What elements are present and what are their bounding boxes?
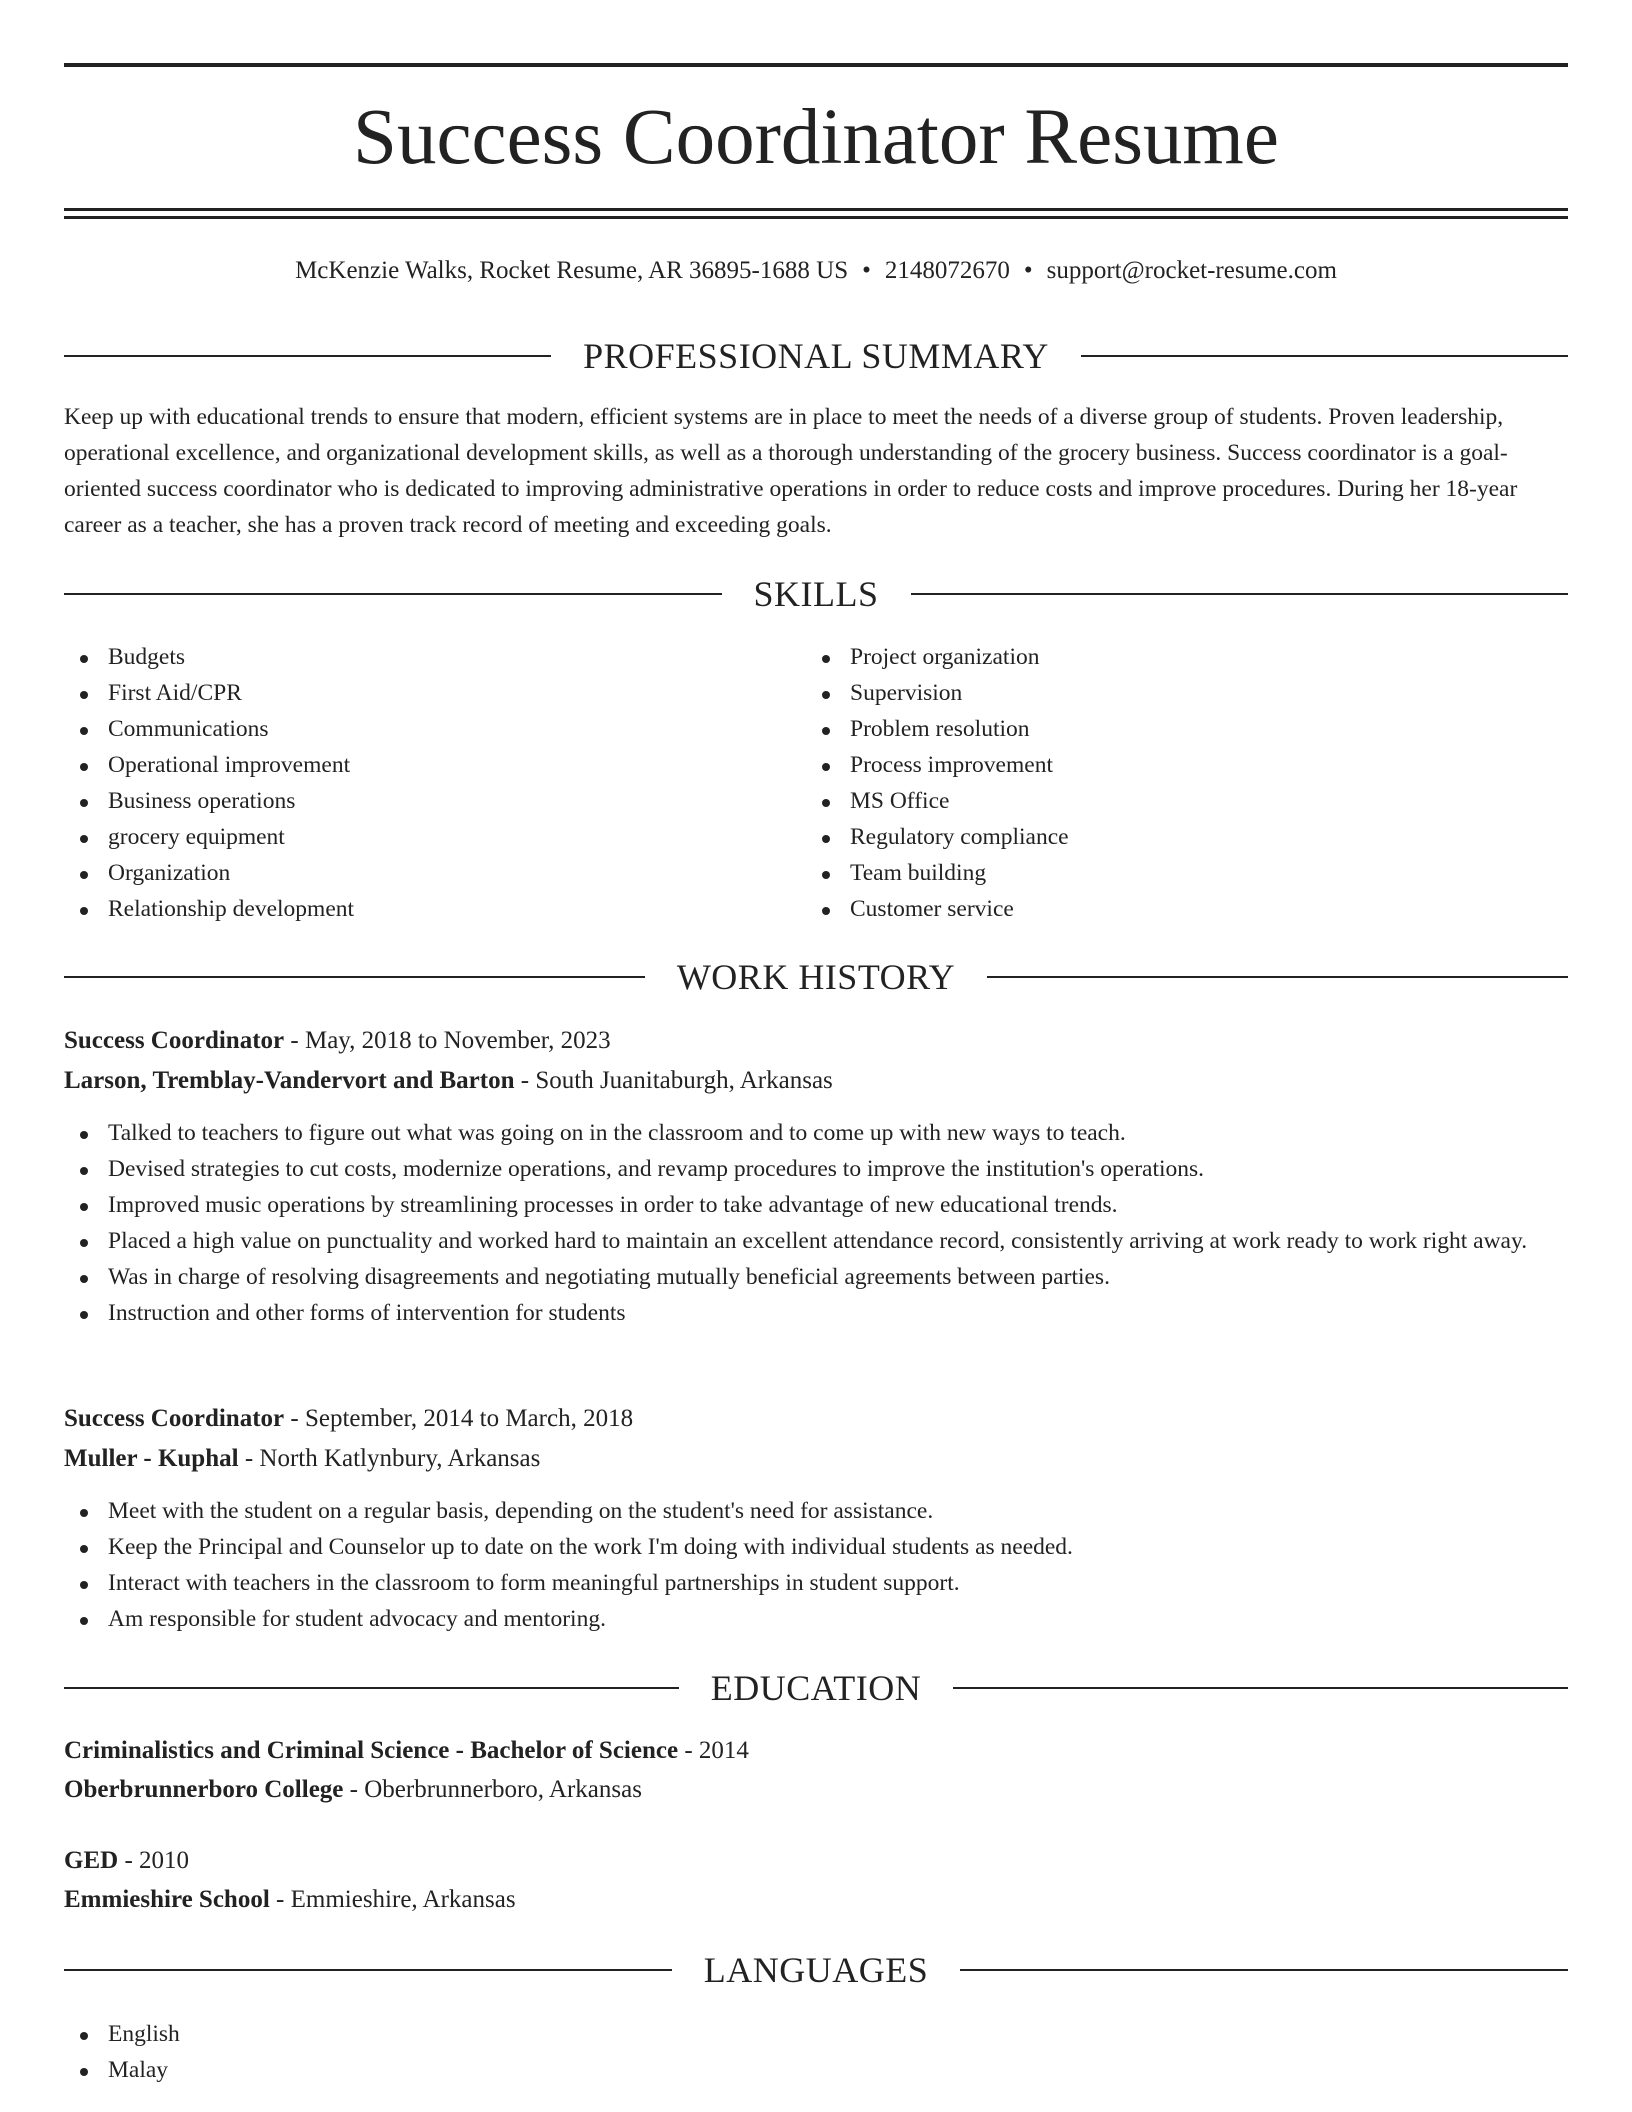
- skill-item: Team building: [806, 855, 1506, 891]
- heading-rule: [911, 593, 1569, 595]
- heading-rule: [960, 1969, 1568, 1971]
- contact-separator: •: [862, 257, 871, 284]
- job-bullet: Placed a high value on punctuality and worked hard to maintain an excellent attendance record, consistently arriving at work ready to work right away.: [64, 1223, 1568, 1259]
- education-location: Emmieshire, Arkansas: [290, 1886, 516, 1913]
- job-title-line: Success Coordinator - May, 2018 to November, 2023: [64, 1027, 611, 1054]
- education-school: Emmieshire School: [64, 1886, 270, 1913]
- heading-rule: [64, 355, 551, 357]
- header-bottom-rule: [64, 208, 1568, 211]
- job-company: Muller - Kuphal: [64, 1445, 239, 1472]
- heading-rule: [1081, 355, 1568, 357]
- skill-item: Customer service: [806, 891, 1506, 927]
- job-bullet: Instruction and other forms of intervention for students: [64, 1295, 1568, 1331]
- resume-title: Success Coordinator Resume: [353, 94, 1279, 181]
- section-heading-summary: [64, 331, 1568, 381]
- heading-rule: [64, 976, 645, 978]
- skill-item: Process improvement: [806, 747, 1506, 783]
- job-company-line: Muller - Kuphal - North Katlynbury, Arkansas: [64, 1445, 541, 1472]
- heading-rule: [987, 976, 1568, 978]
- job-company-line: Larson, Tremblay-Vandervort and Barton - South Juanitaburgh, Arkansas: [64, 1067, 833, 1094]
- job-dates: May, 2018 to November, 2023: [304, 1027, 611, 1054]
- education-degree-line: Criminalistics and Criminal Science - Bachelor of Science - 2014: [64, 1737, 749, 1764]
- contact-address: McKenzie Walks, Rocket Resume, AR 36895-1688 US: [295, 257, 849, 284]
- contact-line: [64, 254, 1568, 288]
- education-degree: GED: [64, 1847, 119, 1874]
- heading-rule: [64, 1687, 679, 1689]
- section-heading-languages: [64, 1945, 1568, 1995]
- skill-item: MS Office: [806, 783, 1506, 819]
- education-school: Oberbrunnerboro College: [64, 1776, 344, 1803]
- section-title: SKILLS: [753, 574, 879, 614]
- contact-phone: 2148072670: [884, 257, 1010, 284]
- skills-column-left: [64, 639, 764, 927]
- job-title: Success Coordinator: [64, 1027, 285, 1054]
- section-heading-skills: [64, 569, 1568, 619]
- skill-item: Supervision: [806, 675, 1506, 711]
- job-title: Success Coordinator: [64, 1405, 285, 1432]
- section-heading-education: [64, 1663, 1568, 1713]
- skill-item: First Aid/CPR: [64, 675, 764, 711]
- skill-item: Project organization: [806, 639, 1506, 675]
- job-company: Larson, Tremblay-Vandervort and Barton: [64, 1067, 515, 1094]
- job-location: South Juanitaburgh, Arkansas: [535, 1067, 833, 1094]
- section-title: PROFESSIONAL SUMMARY: [583, 336, 1049, 376]
- job-bullet: Improved music operations by streamlining processes in order to take advantage of new educational trends.: [64, 1187, 1568, 1223]
- job-title-line: Success Coordinator - September, 2014 to March, 2018: [64, 1405, 634, 1432]
- contact-separator: •: [1023, 257, 1033, 284]
- skill-item: Regulatory compliance: [806, 819, 1506, 855]
- language-item: English: [64, 2016, 1568, 2052]
- education-school-line: Oberbrunnerboro College - Oberbrunnerboro, Arkansas: [64, 1776, 642, 1803]
- skill-item: Problem resolution: [806, 711, 1506, 747]
- job-bullets: [64, 1493, 1568, 1637]
- contact-email: support@rocket-resume.com: [1046, 257, 1337, 284]
- skill-item: Organization: [64, 855, 764, 891]
- skill-item: Relationship development: [64, 891, 764, 927]
- section-heading-work: [64, 952, 1568, 1002]
- skill-item: Business operations: [64, 783, 764, 819]
- job-bullet: Was in charge of resolving disagreements and negotiating mutually beneficial agreements between parties.: [64, 1259, 1568, 1295]
- education-location: Oberbrunnerboro, Arkansas: [364, 1776, 642, 1803]
- section-title: EDUCATION: [710, 1668, 922, 1708]
- heading-rule: [64, 1969, 672, 1971]
- education-year: 2014: [698, 1737, 749, 1764]
- skill-item: Communications: [64, 711, 764, 747]
- language-item: Malay: [64, 2052, 1568, 2088]
- languages-list: [64, 2016, 1568, 2088]
- skills-column-right: [806, 639, 1506, 927]
- job-bullet: Am responsible for student advocacy and mentoring.: [64, 1601, 1568, 1637]
- education-degree: Criminalistics and Criminal Science - Bachelor of Science: [64, 1737, 679, 1764]
- header-top-rule: [64, 63, 1568, 67]
- job-bullet: Keep the Principal and Counselor up to date on the work I'm doing with individual students as needed.: [64, 1529, 1568, 1565]
- heading-rule: [64, 593, 722, 595]
- job-bullets: [64, 1115, 1568, 1331]
- job-bullet: Devised strategies to cut costs, modernize operations, and revamp procedures to improve the institution's operations.: [64, 1151, 1568, 1187]
- job-location: North Katlynbury, Arkansas: [259, 1445, 541, 1472]
- skill-item: Operational improvement: [64, 747, 764, 783]
- section-title: WORK HISTORY: [676, 957, 956, 997]
- heading-rule: [953, 1687, 1568, 1689]
- education-school-line: Emmieshire School - Emmieshire, Arkansas: [64, 1886, 516, 1913]
- job-bullet: Interact with teachers in the classroom to form meaningful partnerships in student support.: [64, 1565, 1568, 1601]
- job-bullet: Talked to teachers to figure out what was going on in the classroom and to come up with new ways to teach.: [64, 1115, 1568, 1151]
- skill-item: grocery equipment: [64, 819, 764, 855]
- education-year: 2010: [139, 1847, 190, 1874]
- skill-item: Budgets: [64, 639, 764, 675]
- job-bullet: Meet with the student on a regular basis, depending on the student's need for assistance.: [64, 1493, 1568, 1529]
- header-bottom-rule-2: [64, 216, 1568, 219]
- summary-text: Keep up with educational trends to ensure that modern, efficient systems are in place to meet the needs of a diverse group of students. Proven leadership, operational excellence, and organizational development skills, as well as a thorough understanding of the grocery business. Success coordinator is a goal-oriented success coordinator who is dedicated to improving administrative operations in order to reduce costs and improve procedures. During her 18-year career as a teacher, she has a proven track record of meeting and exceeding goals.: [64, 404, 1518, 538]
- education-degree-line: GED - 2010: [64, 1847, 190, 1874]
- section-title: LANGUAGES: [703, 1950, 929, 1990]
- job-dates: September, 2014 to March, 2018: [304, 1405, 634, 1432]
